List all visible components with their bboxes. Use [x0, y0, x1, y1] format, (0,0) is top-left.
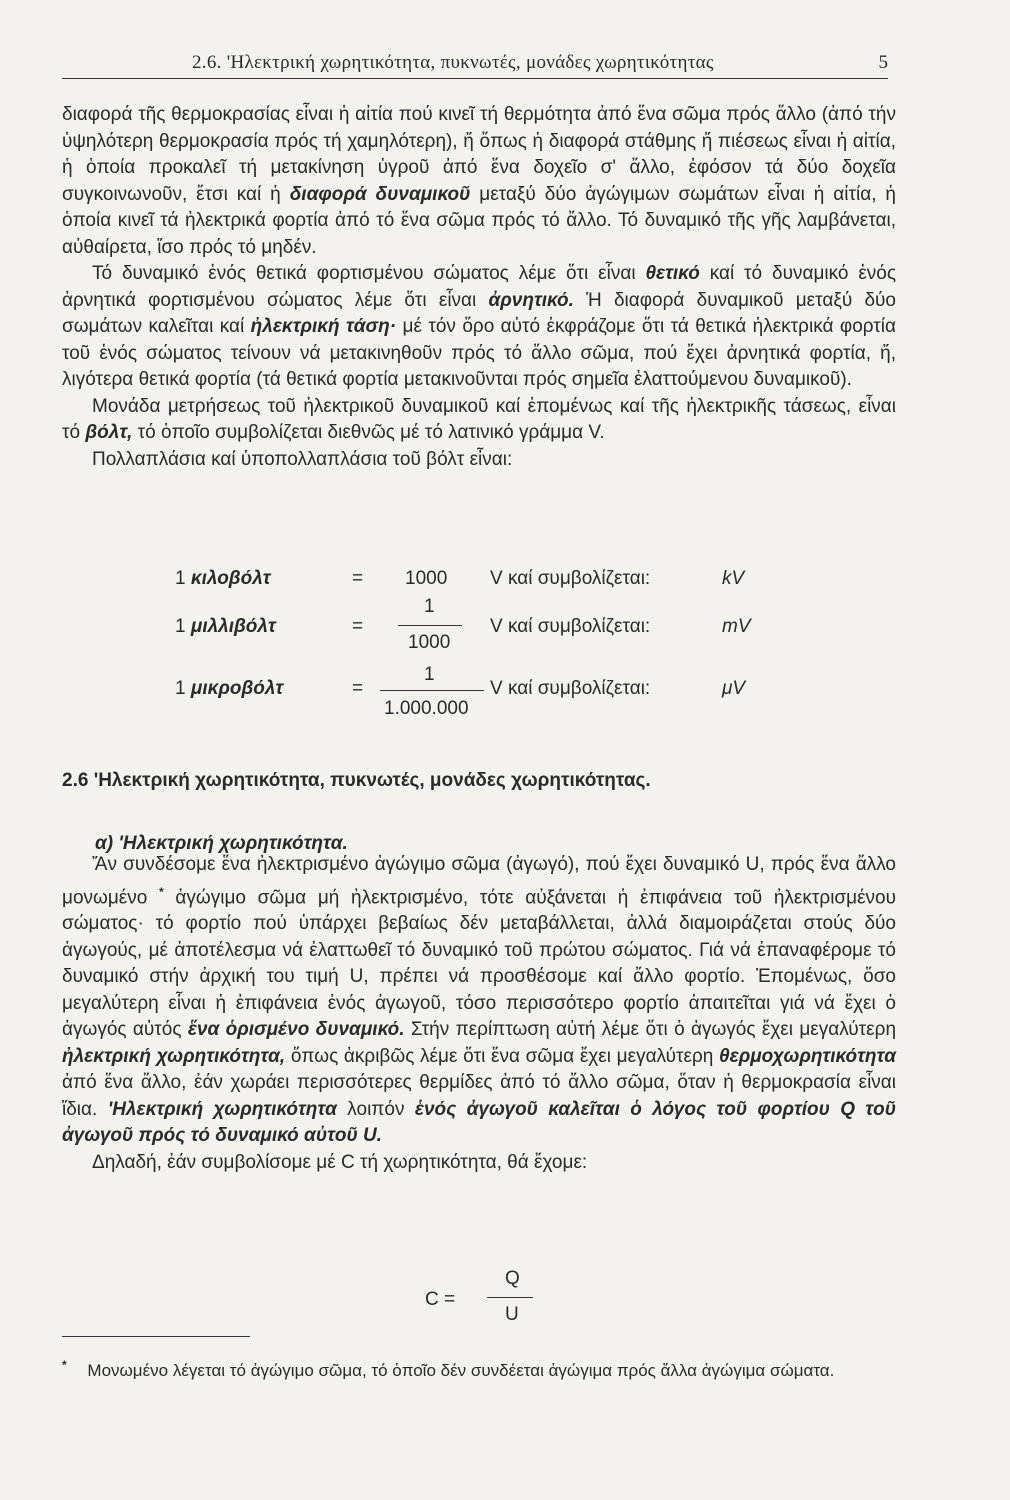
- formula-lhs: C =: [425, 1289, 456, 1310]
- footnote: * Μονωμένο λέγεται τό ἀγώγιμο σῶμα, τό ὁποῖο δέν συνδέεται ἀγώγιμα πρός ἄλλα ἀγώγιμα σώματα.: [62, 1358, 835, 1380]
- formula-denominator: U: [505, 1304, 519, 1325]
- paragraph-4: Πολλαπλάσια καί ὑποπολλαπλάσια τοῦ βόλτ εἶναι:: [92, 448, 513, 470]
- paragraph-5: Ἄν συνδέσομε ἕνα ἠλεκτρισμένο ἀγώγιμο σῶμα (ἀγωγό), πού ἔχει δυναμικό U, πρός ἕνα ἄλλο μονωμένο * ἀγώγιμο σῶμα μή ἠλεκτρισμένο, τότε αὐξάνεται ἡ ἐπιφάνεια τοῦ ἠλεκτρισμένου σώματος· τό φορτίο πού ὑπάρχει βεβαίως δέν μεταβάλλεται, ἀλλά διαμοιράζεται στούς δύο ἀγωγούς, μέ ἀποτέλεσμα νά ἐλαττωθεῖ τό δυναμικό τοῦ πρώτου σώματος. Γιά νά ἐπαναφέρομε τό δυναμικό στήν ἀρχική του τιμή U, πρέπει νά προσθέσομε καί ἄλλο φορτίο. Ἑπομένως, ὅσο μεγαλύτερη εἶναι ἡ ἐπιφάνεια ἑνός ἀγωγοῦ, τόσο περισσότερο φορτίο ἀπαιτεῖται γιά νά ἔχει ὁ ἀγωγός αὐτός ἕνα ὁρισμένο δυναμικό. Στήν περίπτωση αὐτή λέμε ὅτι ὁ ἀγωγός ἔχει μεγαλύτερη ἠλεκτρική χωρητικότητα, ὅπως ἀκριβῶς λέμε ὅτι ἕνα σῶμα ἔχει μεγαλύτερη θερμοχωρητικότητα ἀπό ἕνα ἄλλο, ἐάν χωράει περισσότερες θερμίδες ἀπό τό ἄλλο σῶμα, ὅταν ἡ θερμοκρασία εἶναι ἴδια. 'Ηλεκτρική χωρητικότητα λοιπόν ἑνός ἀγωγοῦ καλεῖται ὁ λόγος τοῦ φορτίου Q τοῦ ἀγωγοῦ πρός τό δυναμικό αὐτοῦ U.: [62, 854, 897, 1147]
- section-title: 2.6 'Ηλεκτρική χωρητικότητα, πυκνωτές, μονάδες χωρητικότητας.: [62, 770, 651, 791]
- running-title: 2.6. 'Ηλεκτρική χωρητικότητα, πυκνωτές, μονάδες χωρητικότητας: [192, 52, 714, 73]
- subsection-title: α) 'Ηλεκτρική χωρητικότητα.: [95, 833, 348, 854]
- page-header: [62, 46, 888, 79]
- millivolt-denominator: 1000: [408, 632, 451, 653]
- units-table: 1 κιλοβόλτ = 1000 V καί συμβολίζεται: kV 1 μιλλιβόλτ = V καί συμβολίζεται: mV 1 1000 1 μικροβόλτ = V καί συμβολίζεται: μV 1 1.000.000: [175, 568, 751, 719]
- body-bottom: [62, 852, 896, 1176]
- millivolt-numerator: 1: [424, 596, 435, 617]
- microvolt-denominator: 1.000.000: [384, 698, 469, 719]
- microvolt-numerator: 1: [424, 664, 435, 685]
- paragraph-3: Μονάδα μετρήσεως τοῦ ἠλεκτρικοῦ δυναμικοῦ καί ἑπομένως καί τῆς ἠλεκτρικῆς τάσεως, εἶναι τό βόλτ, τό ὁποῖο συμβολίζεται διεθνῶς μέ τό λατινικό γράμμα V.: [62, 395, 896, 443]
- footnote-rule: [62, 1336, 250, 1337]
- millivolt-fraction-bar: [398, 625, 462, 626]
- microvolt-fraction-bar: [380, 690, 484, 691]
- formula-numerator: Q: [505, 1268, 520, 1289]
- formula-fraction-bar: [487, 1297, 533, 1298]
- paragraph-1: διαφορά τῆς θερμοκρασίας εἶναι ἡ αἰτία πού κινεῖ τή θερμότητα ἀπό ἕνα σῶμα πρός ἄλλο (ἀπό τήν ὑψηλότερη θερμοκρασία πρός τή χαμηλότερη), ἤ ὅπως ἡ διαφορά στάθμης ἤ πιέσεως εἶναι ἡ αἰτία, ἡ ὁποία προκαλεῖ τή μετακίνηση ὑγροῦ ἀπό ἕνα δοχεῖο σ' ἄλλο, ἐφόσον τά δύο δοχεῖα συγκοινωνοῦν, ἔτσι καί ἡ διαφορά δυναμικοῦ μεταξύ δύο ἀγώγιμων σωμάτων εἶναι ἡ αἰτία, ἡ ὁποία κινεῖ τά ἠλεκτρικά φορτία ἀπό τό ἕνα σῶμα πρός τό ἄλλο. Τό δυναμικό τῆς γῆς λαμβάνεται, αὐθαίρετα, ἴσο πρός τό μηδέν.: [62, 104, 896, 258]
- footnote-marker: *: [159, 884, 164, 899]
- paragraph-2: Τό δυναμικό ἑνός θετικά φορτισμένου σώματος λέμε ὅτι εἶναι θετικό καί τό δυναμικό ἑνός ἀρνητικά φορτισμένου σώματος λέμε ὅτι εἶναι ἀρνητικό. Ἡ διαφορά δυναμικοῦ μεταξύ δύο σωμάτων καλεῖται καί ἠλεκτρική τάση· μέ τόν ὅρο αὐτό ἐκφράζομε ὅτι τά θετικά ἠλεκτρικά φορτία τοῦ ἑνός σώματος τείνουν νά μετακινηθοῦν πρός τό ἄλλο σῶμα, πού ἔχει ἀρνητικά φορτία, ἤ, λιγότερα θετικά φορτία (τά θετικά φορτία μετακινοῦνται πρός σημεῖα ἐλαττούμενου δυναμικοῦ).: [62, 263, 897, 390]
- term-potential-difference: διαφορά δυναμικοῦ: [289, 183, 471, 205]
- body-top: [62, 102, 896, 473]
- paragraph-6: Δηλαδή, ἐάν συμβολίσομε μέ C τή χωρητικότητα, θά ἔχομε:: [92, 1151, 588, 1173]
- page-number: 5: [878, 52, 888, 73]
